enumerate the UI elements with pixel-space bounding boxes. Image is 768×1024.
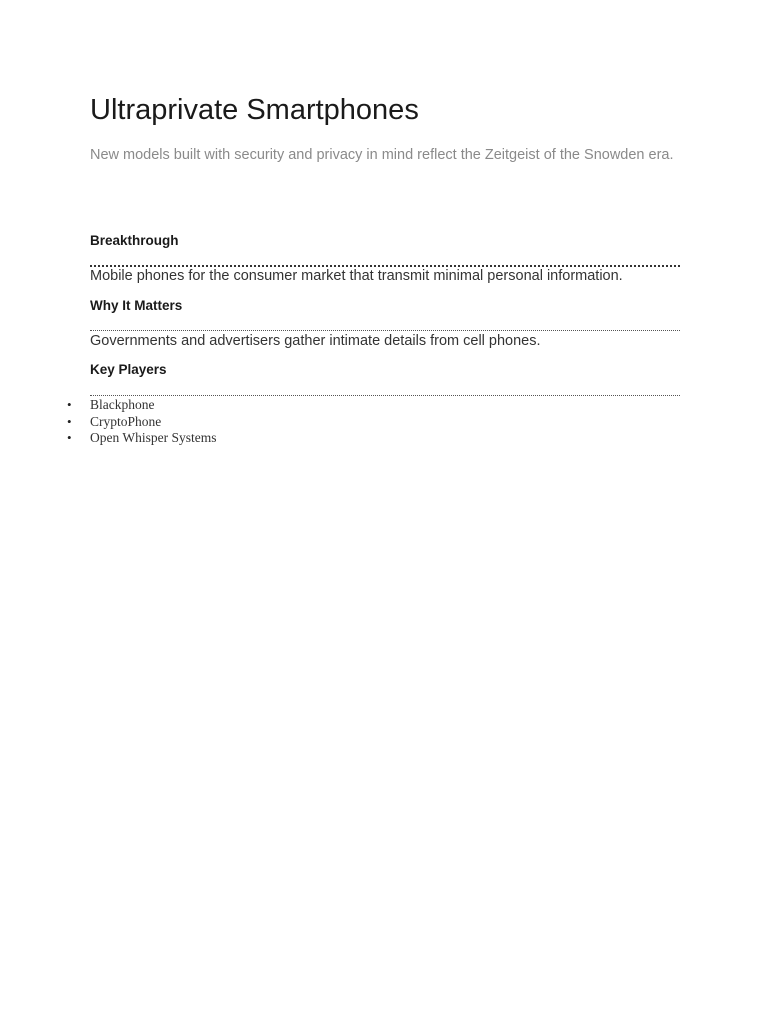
bullet-icon: •	[67, 397, 72, 412]
section-heading-key-players: Key Players	[90, 362, 167, 377]
bullet-icon: •	[67, 430, 72, 445]
section-divider-key-players	[90, 395, 680, 396]
article-title: Ultraprivate Smartphones	[90, 94, 419, 126]
section-divider-why-it-matters	[90, 330, 680, 331]
key-player-name: CryptoPhone	[90, 413, 162, 429]
key-players-list	[67, 397, 680, 447]
list-item	[67, 397, 680, 414]
section-body-why-it-matters: Governments and advertisers gather intimate details from cell phones.	[90, 333, 541, 349]
key-player-name: Blackphone	[90, 397, 155, 412]
key-player-name: Open Whisper Systems	[90, 430, 217, 445]
article-subtitle: New models built with security and privacy in mind reflect the Zeitgeist of the Snowden era.	[90, 147, 674, 163]
list-item	[67, 413, 680, 431]
section-body-breakthrough: Mobile phones for the consumer market that transmit minimal personal information.	[90, 268, 623, 284]
section-heading-why-it-matters: Why It Matters	[90, 298, 183, 313]
section-heading-breakthrough: Breakthrough	[90, 233, 179, 248]
list-item	[67, 430, 680, 447]
bullet-icon: •	[67, 413, 72, 429]
